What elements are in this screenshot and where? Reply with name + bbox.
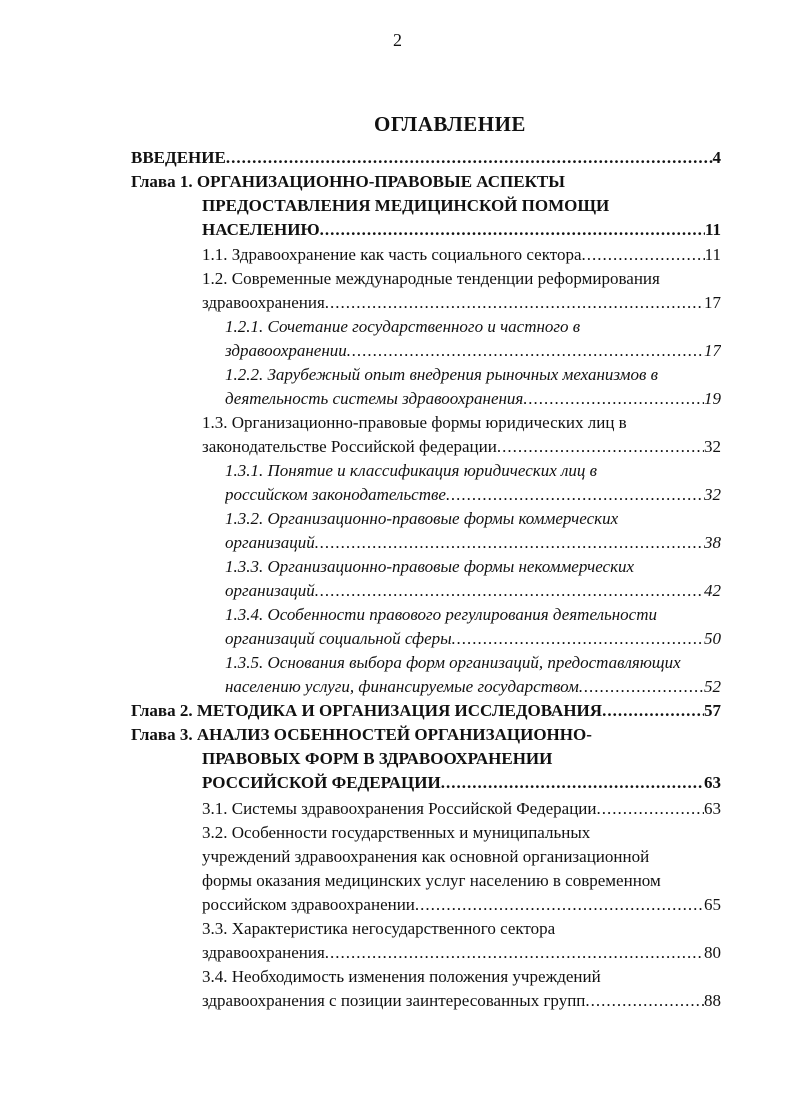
leader-dots — [441, 771, 704, 795]
entry-page: 52 — [704, 677, 721, 696]
entry-page: 32 — [704, 437, 721, 456]
entry-title: здравоохранении — [225, 341, 347, 360]
toc-entry-chapter-3-end[interactable] — [202, 771, 721, 795]
entry-title: 1.1. Здравоохранение как часть социального сектора — [202, 245, 582, 264]
entry-title: 1.2.2. Зарубежный опыт внедрения рыночных механизмов в — [225, 365, 658, 384]
toc-entry-introduction[interactable] — [131, 146, 721, 170]
toc-entry-chapter-3[interactable] — [131, 723, 721, 747]
entry-page: 19 — [704, 389, 721, 408]
toc-entry-3-3[interactable] — [202, 917, 721, 941]
entry-title: здравоохранения с позиции заинтересованных групп — [202, 991, 586, 1010]
entry-title: российском здравоохранении — [202, 895, 415, 914]
leader-dots — [523, 387, 704, 411]
entry-title: 1.2. Современные международные тенденции реформирования — [202, 269, 660, 288]
entry-page: 63 — [704, 799, 721, 818]
leader-dots — [315, 531, 704, 555]
leader-dots — [452, 627, 704, 651]
entry-page: 17 — [704, 293, 721, 312]
entry-title: 1.3.3. Организационно-правовые формы некоммерческих — [225, 557, 635, 576]
toc-entry-1-2-end[interactable] — [202, 291, 721, 315]
entry-page: 11 — [704, 245, 721, 264]
entry-title: Глава 3. АНАЛИЗ ОСБЕННОСТЕЙ ОРГАНИЗАЦИОННО- — [131, 725, 592, 744]
entry-title: ВВЕДЕНИЕ — [131, 148, 226, 167]
entry-title: 1.3.4. Особенности правового регулирования деятельности — [225, 605, 657, 624]
toc-entry-1-3-3-end[interactable] — [225, 579, 721, 603]
toc-entry-1-3-4[interactable] — [225, 603, 721, 627]
entry-title: здравоохранения — [202, 943, 325, 962]
entry-page: 50 — [704, 629, 721, 648]
toc-entry-1-3-4-end[interactable] — [225, 627, 721, 651]
leader-dots — [597, 797, 705, 821]
entry-title: российском законодательстве — [225, 485, 446, 504]
entry-title: 1.2.1. Сочетание государственного и частного в — [225, 317, 581, 336]
leader-dots — [579, 675, 704, 699]
entry-page: 32 — [704, 485, 721, 504]
entry-page: 88 — [704, 991, 721, 1010]
toc-entry-1-2-1-end[interactable] — [225, 339, 721, 363]
entry-title: РОССИЙСКОЙ ФЕДЕРАЦИИ — [202, 773, 441, 792]
toc-entry-3-4[interactable] — [202, 965, 721, 989]
entry-title: 1.3.5. Основания выбора форм организаций, предоставляющих — [225, 653, 681, 672]
entry-page: 57 — [704, 701, 721, 720]
leader-dots — [497, 435, 704, 459]
entry-title: Глава 2. МЕТОДИКА И ОРГАНИЗАЦИЯ ИССЛЕДОВАНИЯ — [131, 701, 603, 720]
toc-entry-1-3-1[interactable] — [225, 459, 721, 483]
entry-page: 17 — [704, 341, 721, 360]
toc-entry-1-2-2-end[interactable] — [225, 387, 721, 411]
leader-dots — [325, 291, 704, 315]
toc-entry-1-3-5[interactable] — [225, 651, 725, 675]
entry-page: 4 — [712, 148, 721, 167]
page-title: ОГЛАВЛЕНИЕ — [374, 112, 526, 136]
entry-title: учреждений здравоохранения как основной организационной — [202, 847, 650, 866]
toc-entry-1-3-2[interactable] — [225, 507, 721, 531]
leader-dots — [585, 989, 704, 1013]
toc-entry-1-3-5-end[interactable] — [225, 675, 721, 699]
entry-title: Глава 1. ОРГАНИЗАЦИОННО-ПРАВОВЫЕ АСПЕКТЫ — [131, 172, 565, 191]
entry-title: 1.3.1. Понятие и классификация юридических лиц в — [225, 461, 598, 480]
entry-title: ПРЕДОСТАВЛЕНИЯ МЕДИЦИНСКОЙ ПОМОЩИ — [202, 196, 610, 215]
entry-title: организаций социальной сферы — [225, 629, 452, 648]
toc-entry-3-2[interactable] — [202, 821, 721, 845]
toc-entry-1-3-3[interactable] — [225, 555, 721, 579]
leader-dots — [226, 146, 713, 170]
toc-entry-1-3[interactable] — [202, 411, 721, 435]
leader-dots — [446, 483, 704, 507]
leader-dots — [320, 218, 705, 242]
toc-entry-3-1[interactable] — [202, 797, 721, 821]
toc-entry-chapter-2[interactable] — [131, 699, 721, 723]
entry-page: 11 — [704, 220, 721, 239]
toc-entry-1-2[interactable] — [202, 267, 721, 291]
entry-title: 3.1. Системы здравоохранения Российской Федерации — [202, 799, 597, 818]
toc-entry-chapter-3-cont — [202, 747, 721, 771]
leader-dots — [325, 941, 704, 965]
entry-page: 42 — [704, 581, 721, 600]
toc-entry-3-4-end[interactable] — [202, 989, 721, 1013]
toc-entry-3-3-end[interactable] — [202, 941, 721, 965]
toc-entry-chapter-1-cont — [202, 194, 721, 218]
toc-entry-1-3-2-end[interactable] — [225, 531, 721, 555]
entry-page: 38 — [704, 533, 721, 552]
toc-entry-chapter-1-end[interactable] — [202, 218, 721, 242]
toc-entry-1-2-2[interactable] — [225, 363, 721, 387]
toc-entry-1-2-1[interactable] — [225, 315, 721, 339]
entry-title: организаций — [225, 533, 315, 552]
toc-entry-3-2-cont-2[interactable] — [202, 869, 721, 893]
entry-title: формы оказания медицинских услуг населению в современном — [202, 871, 661, 890]
leader-dots — [415, 893, 704, 917]
entry-title: законодательстве Российской федерации — [202, 437, 497, 456]
toc-entry-chapter-1[interactable] — [131, 170, 721, 194]
toc-entry-3-2-cont-1[interactable] — [202, 845, 721, 869]
entry-page: 80 — [704, 943, 721, 962]
leader-dots — [582, 243, 705, 267]
entry-page: 63 — [704, 773, 721, 792]
leader-dots — [602, 699, 704, 723]
leader-dots — [315, 579, 704, 603]
entry-title: 3.3. Характеристика негосударственного сектора — [202, 919, 556, 938]
entry-title: населению услуги, финансируемые государством — [225, 677, 579, 696]
entry-page: 65 — [704, 895, 721, 914]
entry-title: 3.4. Необходимость изменения положения учреждений — [202, 967, 601, 986]
entry-title: 3.2. Особенности государственных и муниципальных — [202, 823, 591, 842]
toc-entry-1-1[interactable] — [202, 243, 721, 267]
toc-entry-3-2-end[interactable] — [202, 893, 721, 917]
entry-title: деятельность системы здравоохранения — [225, 389, 524, 408]
entry-title: организаций — [225, 581, 315, 600]
page-number: 2 — [393, 30, 402, 50]
toc-entry-1-3-end[interactable] — [202, 435, 721, 459]
entry-title: 1.3.2. Организационно-правовые формы коммерческих — [225, 509, 619, 528]
entry-title: НАСЕЛЕНИЮ — [202, 220, 320, 239]
toc-entry-1-3-1-end[interactable] — [225, 483, 721, 507]
entry-title: ПРАВОВЫХ ФОРМ В ЗДРАВООХРАНЕНИИ — [202, 749, 553, 768]
entry-title: здравоохранения — [202, 293, 325, 312]
leader-dots — [347, 339, 704, 363]
entry-title: 1.3. Организационно-правовые формы юридических лиц в — [202, 413, 627, 432]
